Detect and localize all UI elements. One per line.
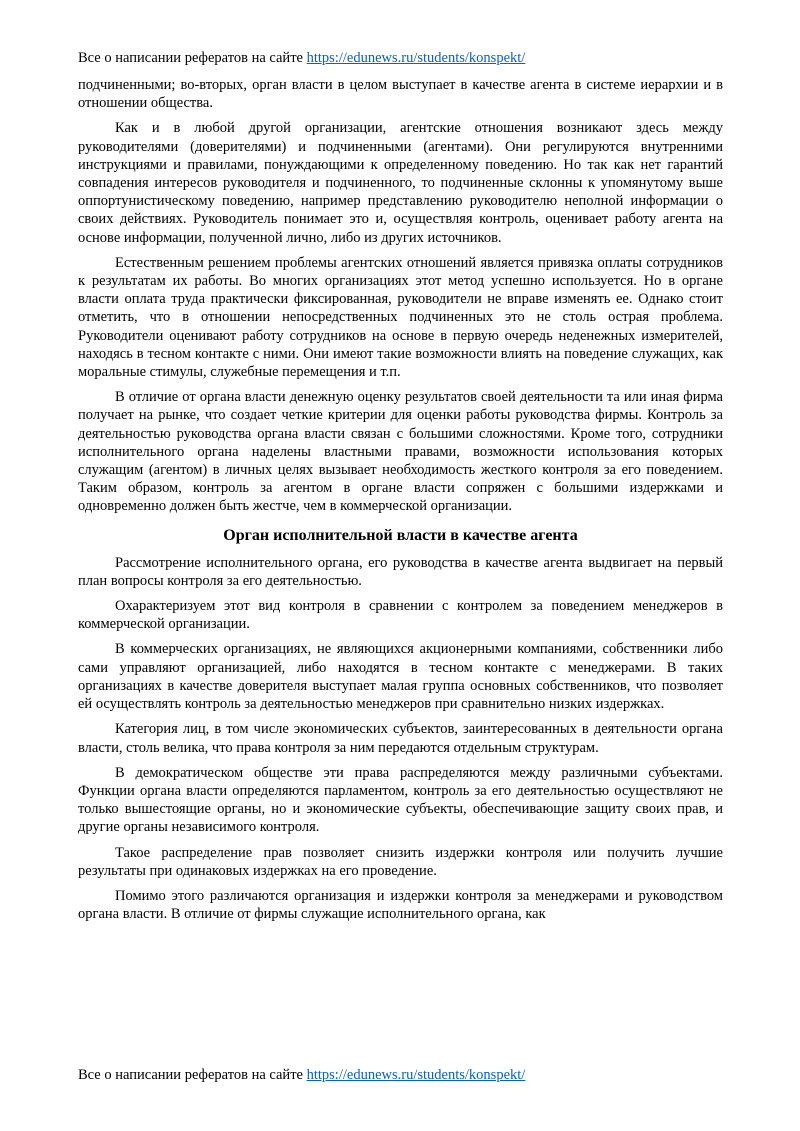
- paragraph-3: Естественным решением проблемы агентских отношений является привязка оплаты сотрудников к результатам их работы. Во многих организациях этот метод успешно используется. Но в органе власти оплата труда практически фиксированная, руководители не вправе изменять ее. Однако стоит отметить, что в отношении непосредственных подчиненных это не столь острая проблема. Руководители оценивают работу сотрудников на основе в первую очередь неденежных измерителей, находясь в тесном контакте с ними. Они имеют такие возможности влиять на поведение служащих, как моральные стимулы, служебные перемещения и т.п.: [78, 254, 723, 381]
- page-header: [78, 49, 525, 67]
- paragraph-11: Помимо этого различаются организация и издержки контроля за менеджерами и руководством органа власти. В отличие от фирмы служащие исполнительного органа, как: [78, 887, 723, 923]
- header-text: Все о написании рефератов на сайте: [78, 50, 307, 66]
- footer-link[interactable]: https://edunews.ru/students/konspekt/: [306, 1067, 526, 1083]
- section-heading: Орган исполнительной власти в качестве агента: [223, 526, 578, 544]
- paragraph-9: В демократическом обществе эти права распределяются между различными субъектами. Функции органа власти определяются парламентом, контроль за его деятельностью осуществляют не только вышестоящие органы, но и экономические субъекты, обеспечивающие защиту своих прав, и другие органы независимого контроля.: [78, 764, 723, 836]
- document-body: [78, 76, 723, 930]
- header-link[interactable]: https://edunews.ru/students/konspekt/: [306, 50, 526, 66]
- footer-text: Все о написании рефератов на сайте: [78, 1067, 307, 1083]
- paragraph-7: В коммерческих организациях, не являющихся акционерными компаниями, собственники либо сами управляют организацией, либо находятся в тесном контакте с менеджерами. В таких организациях в качестве доверителя выступает малая группа основных собственников, что позволяет ей осуществлять контроль за деятельностью менеджеров при сравнительно низких издержках.: [78, 641, 723, 713]
- paragraph-4: В отличие от органа власти денежную оценку результатов своей деятельности та или иная фирма получает на рынке, что создает четкие критерии для оценки работы руководства фирмы. Контроль за деятельностью руководства органа власти связан с большими сложностями. Кроме того, сотрудники исполнительного органа наделены властными правами, возможности использования которых служащим (агентом) в личных целях вызывает необходимость жесткого контроля за его поведением. Таким образом, контроль за агентом в органе власти сопряжен с большими издержками и одновременно должен быть жестче, чем в коммерческой организации.: [78, 389, 723, 515]
- paragraph-1: подчиненными; во-вторых, орган власти в целом выступает в качестве агента в системе иерархии и в отношении общества.: [78, 77, 723, 112]
- paragraph-10: Такое распределение прав позволяет снизить издержки контроля или получить лучшие результаты при одинаковых издержках на его проведение.: [78, 844, 723, 879]
- paragraph-5: Рассмотрение исполнительного органа, его руководства в качестве агента выдвигает на первый план вопросы контроля за его деятельностью.: [78, 554, 723, 589]
- paragraph-6: Охарактеризуем этот вид контроля в сравнении с контролем за поведением менеджеров в коммерческой организации.: [78, 598, 723, 633]
- paragraph-2: Как и в любой другой организации, агентские отношения возникают здесь между руководителями (доверителями) и подчиненными (агентами). Они регулируются внутренними инструкциями и правилами, понуждающими к определенному поведению. Но так как нет гарантий совпадения интересов руководителя и подчиненного, то подчиненные склонны к упомянутому выше оппортунистическому поведению, например представлению руководителю неполной информации о своих действиях. Руководитель понимает это и, осуществляя контроль, оценивает работу агента на основе информации, полученной лично, либо из других источников.: [78, 120, 723, 246]
- page-footer: [78, 1066, 525, 1084]
- paragraph-8: Категория лиц, в том числе экономических субъектов, заинтересованных в деятельности органа власти, столь велика, что права контроля за ним передаются отдельным структурам.: [78, 721, 723, 756]
